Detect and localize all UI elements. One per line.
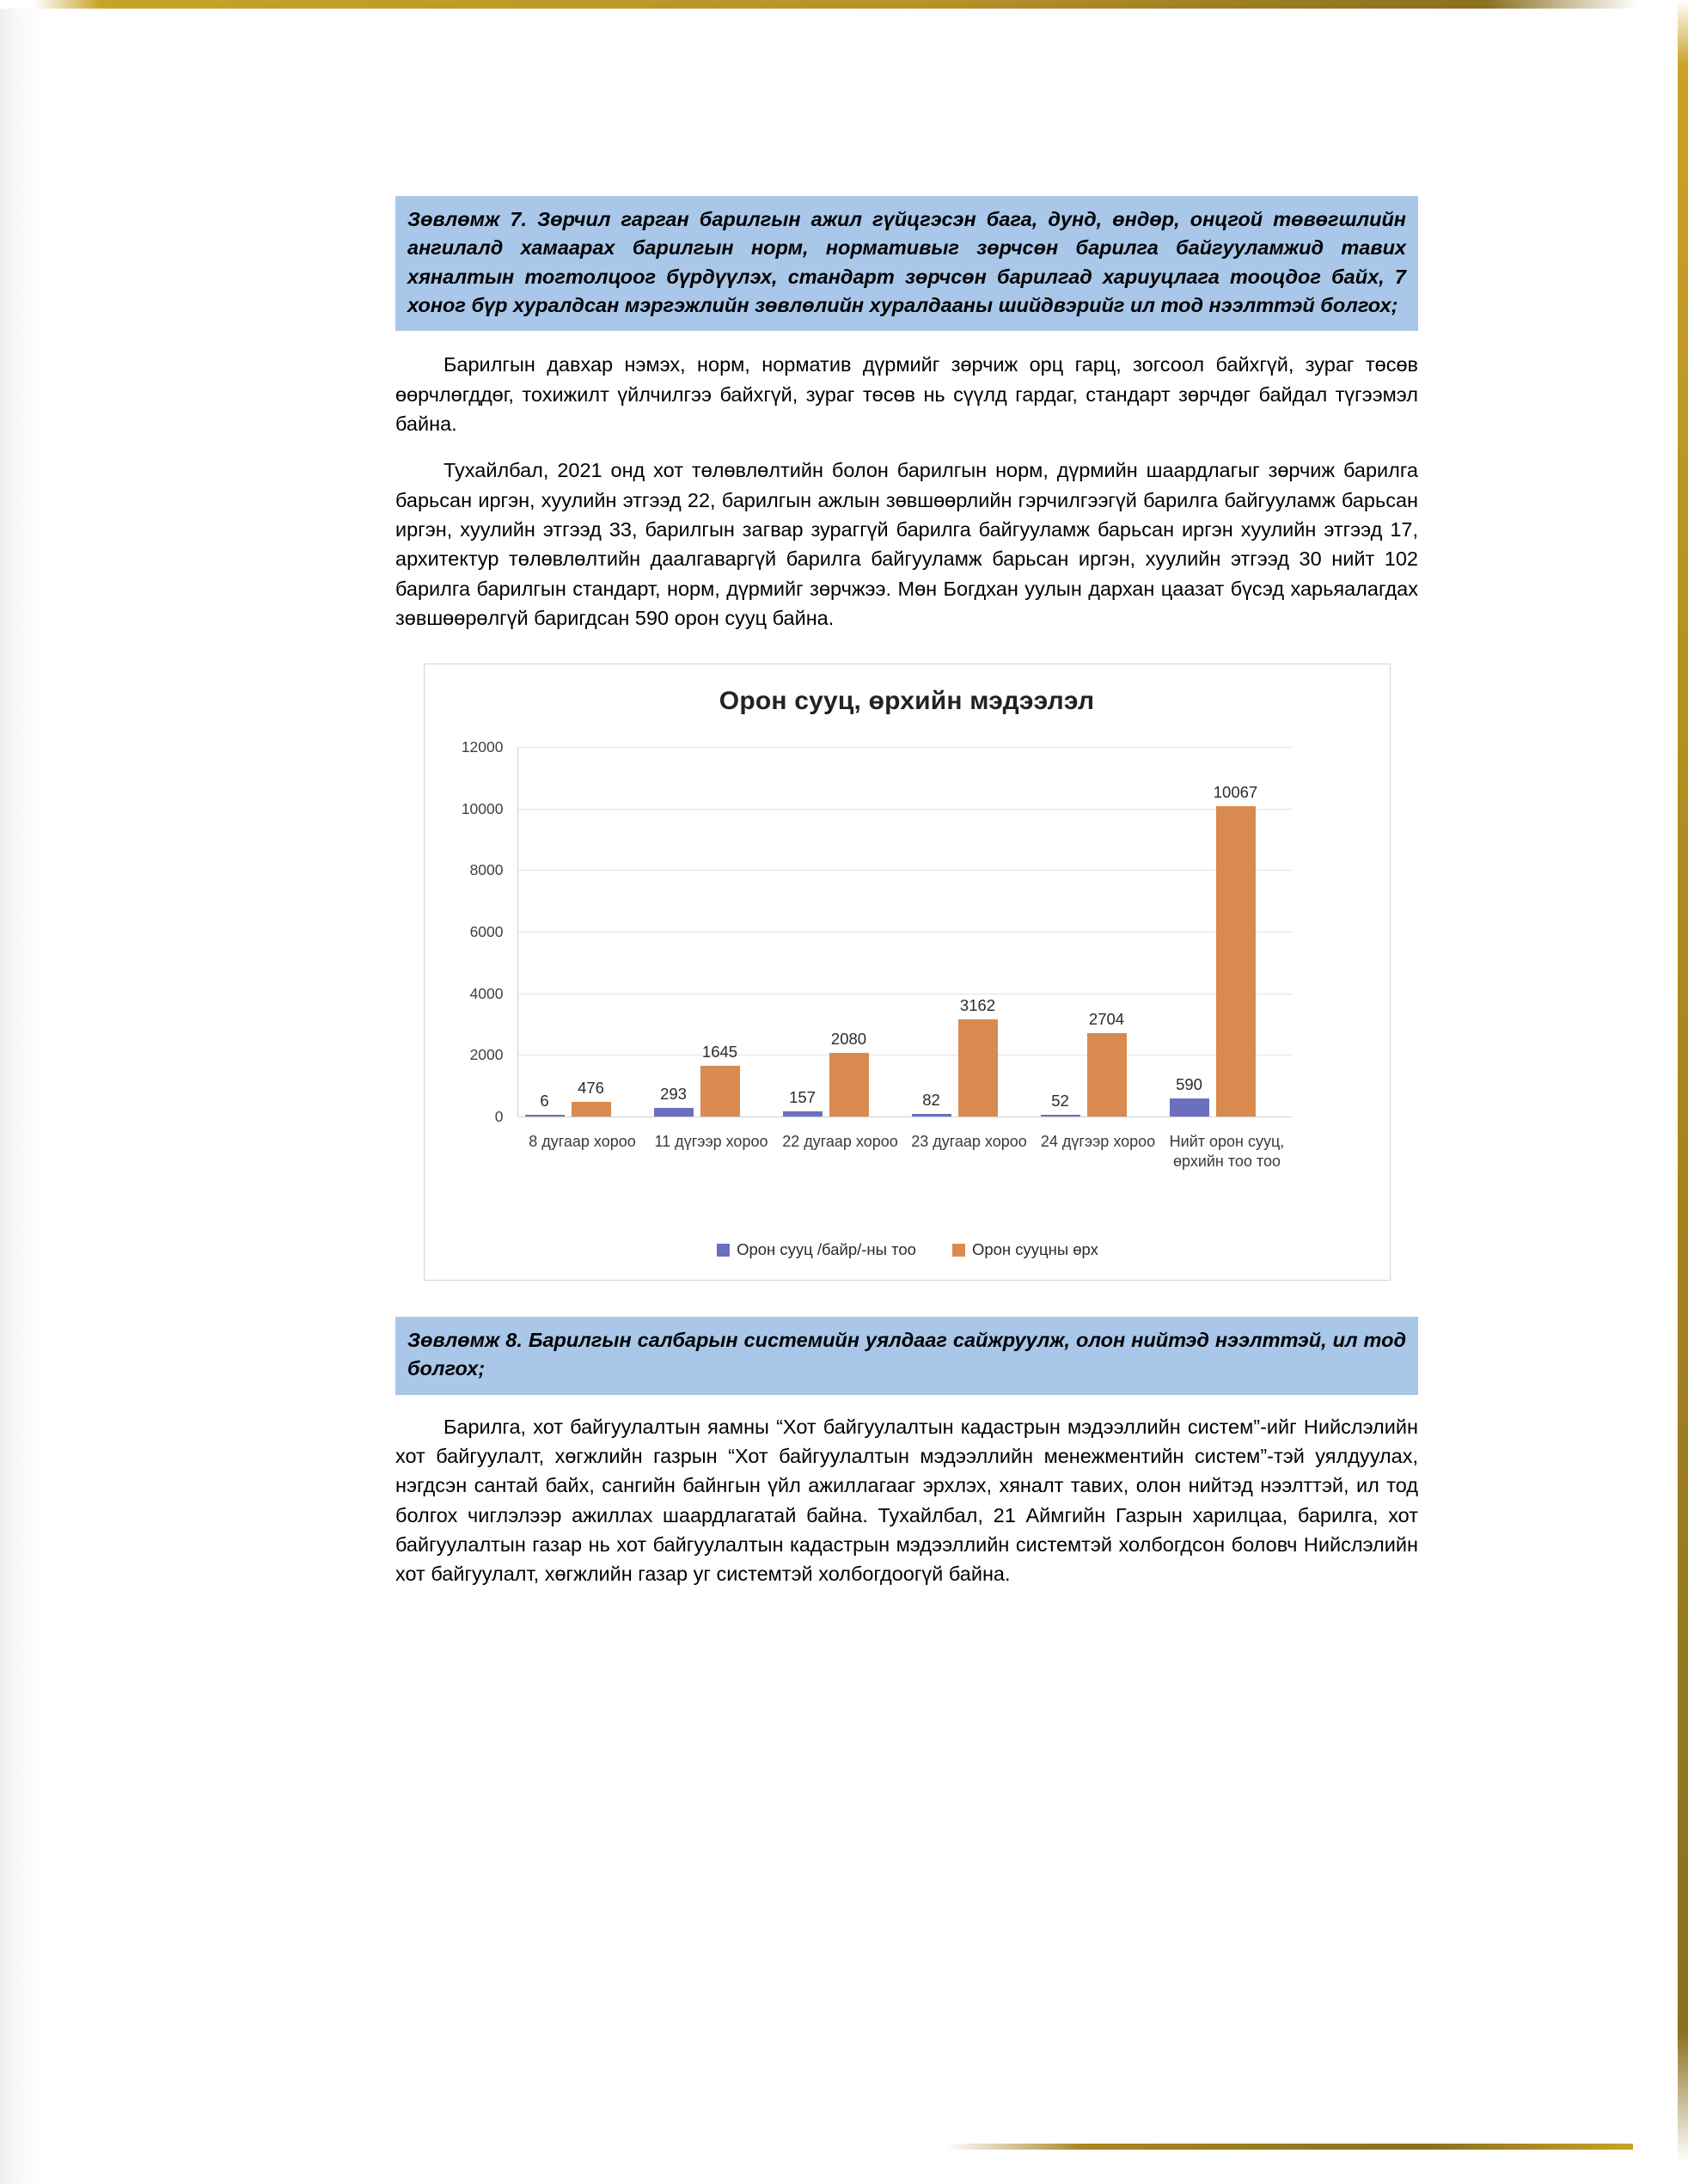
chart-plot-area	[425, 735, 1391, 1216]
chart-bar	[958, 995, 998, 1116]
paragraph-2: Тухайлбал, 2021 онд хот төлөвлөлтийн болон барилгын норм, дүрмийн шаардлагыг зөрчиж барилга барьсан иргэн, хуулийн этгээд 22, барилгын ажлын зөвшөөрлийн гэрчилгээгүй барилга байгууламж барьсан иргэн, хуулийн этгээд 33, барилгын загвар зураггүй барилга байгууламж барьсан иргэн хуулийн этгээд 17, архитектур төлөвлөлтийн даалгаваргүй барилга байгууламж барьсан иргэн, хуулийн этгээд 30 нийт 102 барилга барилгын стандарт, норм, дүрмийг зөрчжээ. Мөн Богдхан уулын дархан цаазат бүсэд харьяалагдах зөвшөөрөлгүй баригдсан 590 орон сууц байна.	[395, 459, 1418, 629]
legend-label-2: Орон сууцны өрх	[971, 1240, 1098, 1259]
chart-bar	[1041, 1092, 1080, 1116]
chart-bar-value-label: 476	[578, 1079, 604, 1098]
housing-chart	[424, 664, 1391, 1281]
chart-bar	[783, 1088, 823, 1116]
paragraph-1: Барилгын давхар нэмэх, норм, норматив дүрмийг зөрчиж орц гарц, зогсоол байхгүй, зураг төсөв өөрчлөгддөг, тохижилт үйлчилгээ байхгүй, зураг төсөв нь сүүлд гардаг, стандарт зөрчдөг байдал түгээмэл байна.	[395, 353, 1418, 436]
chart-bar-group	[1034, 747, 1163, 1151]
chart-x-tick-label: 8 дугаар хороо	[529, 1133, 636, 1151]
page-left-shadow	[0, 0, 40, 2184]
chart-bar-value-label: 1645	[701, 1043, 738, 1061]
chart-bar-value-label: 157	[789, 1088, 816, 1107]
chart-bar	[700, 1043, 740, 1116]
chart-y-tick-label: 10000	[461, 799, 504, 817]
chart-bar-group	[647, 747, 776, 1151]
chart-y-tick-label: 6000	[469, 923, 504, 941]
chart-bar	[1087, 1010, 1127, 1116]
legend-item-2	[952, 1240, 1098, 1259]
chart-legend	[425, 1240, 1391, 1259]
chart-bar-value-label: 3162	[959, 995, 996, 1014]
chart-bar-group	[518, 747, 647, 1151]
chart-bar-value-label: 52	[1051, 1092, 1069, 1110]
page-right-border	[1678, 0, 1688, 2184]
chart-bar-value-label: 10067	[1213, 783, 1258, 802]
chart-bar-group	[776, 747, 905, 1151]
paragraph-3: Барилга, хот байгуулалтын яамны “Хот байгуулалтын кадастрын мэдээллийн систем”-ийг Нийслэлийн хот байгуулалт, хөгжлийн газрын “Хот байгуулалтын мэдээллийн менежментийн систем”-тэй уялдуулах, нэгдсэн сантай байх, сангийн байнгын үйл ажиллагааг эрхлэх, хяналт тавих, олон нийтэд нээлттэй, ил тод болгох чиглэлээр ажиллах шаардлагатай байна. Тухайлбал, 21 Аймгийн Газрын харилцаа, барилга, хот байгуулалтын газар нь хот байгуулалтын кадастрын мэдээллийн системтэй холбогдсон боловч Нийслэлийн хот байгуулалт, хөгжлийн газар уг системтэй холбогдоогүй байна.	[395, 1415, 1418, 1586]
chart-y-tick-label: 0	[494, 1108, 504, 1126]
chart-y-tick-label: 4000	[469, 984, 504, 1002]
chart-bar	[1170, 1074, 1209, 1116]
recommendation-7-callout: Зөвлөмж 7. Зөрчил гарган барилгын ажил гүйцгэсэн бага, дунд, өндөр, онцгой төвөгшлийн ангилалд хамаарах барилгын норм, нормативыг зөрчсөн барилга байгууламжид тавих хяналтын тогтолцоог бүрдүүлэх, стандарт зөрчсөн барилгад хариуцлага тооцдог байх, 7 хоног бүр хуралдсан мэргэжлийн зөвлөлийн хуралдааны шийдвэрийг ил тод нээлттэй болгох;	[395, 196, 1418, 331]
chart-x-tick-label: 22 дугаар хороо	[782, 1133, 898, 1151]
chart-x-tick-label: 24 дүгээр хороо	[1040, 1133, 1156, 1151]
chart-gridline	[518, 1116, 1292, 1117]
chart-bar	[572, 1079, 611, 1116]
legend-swatch-icon	[717, 1244, 730, 1257]
legend-item-1	[717, 1240, 916, 1259]
chart-x-tick-label: Нийт орон сууц, өрхийн тоо тоо	[1169, 1133, 1285, 1171]
chart-x-tick-label: 11 дүгээр хороо	[654, 1133, 768, 1151]
chart-bar-value-label: 2704	[1088, 1010, 1125, 1029]
legend-swatch-icon	[952, 1244, 965, 1257]
chart-bar-value-label: 82	[922, 1091, 940, 1110]
chart-bar-value-label: 293	[660, 1084, 687, 1103]
chart-bar-value-label: 590	[1176, 1074, 1202, 1093]
chart-bar	[1213, 783, 1258, 1116]
chart-bars-area	[517, 747, 1292, 1171]
legend-label-1: Орон сууц /байр/-ны тоо	[737, 1240, 916, 1259]
page-bottom-border	[945, 2144, 1633, 2150]
chart-y-tick-label: 12000	[461, 738, 504, 756]
chart-bar	[912, 1091, 951, 1116]
chart-x-tick-label: 23 дугаар хороо	[911, 1133, 1027, 1151]
chart-bar-group	[905, 747, 1034, 1151]
chart-bar	[829, 1029, 869, 1117]
chart-bar	[525, 1092, 565, 1116]
document-content	[395, 196, 1418, 1589]
recommendation-8-callout: Зөвлөмж 8. Барилгын салбарын системийн уялдааг сайжруулж, олон нийтэд нээлттэй, ил тод болгох;	[395, 1317, 1418, 1395]
chart-bar-group	[1163, 747, 1292, 1171]
chart-bar-value-label: 2080	[830, 1029, 867, 1048]
chart-title: Орон сууц, өрхийн мэдээлэл	[719, 687, 1095, 716]
chart-y-tick-label: 2000	[469, 1046, 504, 1064]
chart-bar-value-label: 6	[540, 1092, 549, 1110]
chart-y-axis	[425, 738, 511, 1126]
chart-y-tick-label: 8000	[469, 861, 504, 879]
chart-bar	[654, 1084, 694, 1116]
page-top-border	[0, 0, 1688, 9]
